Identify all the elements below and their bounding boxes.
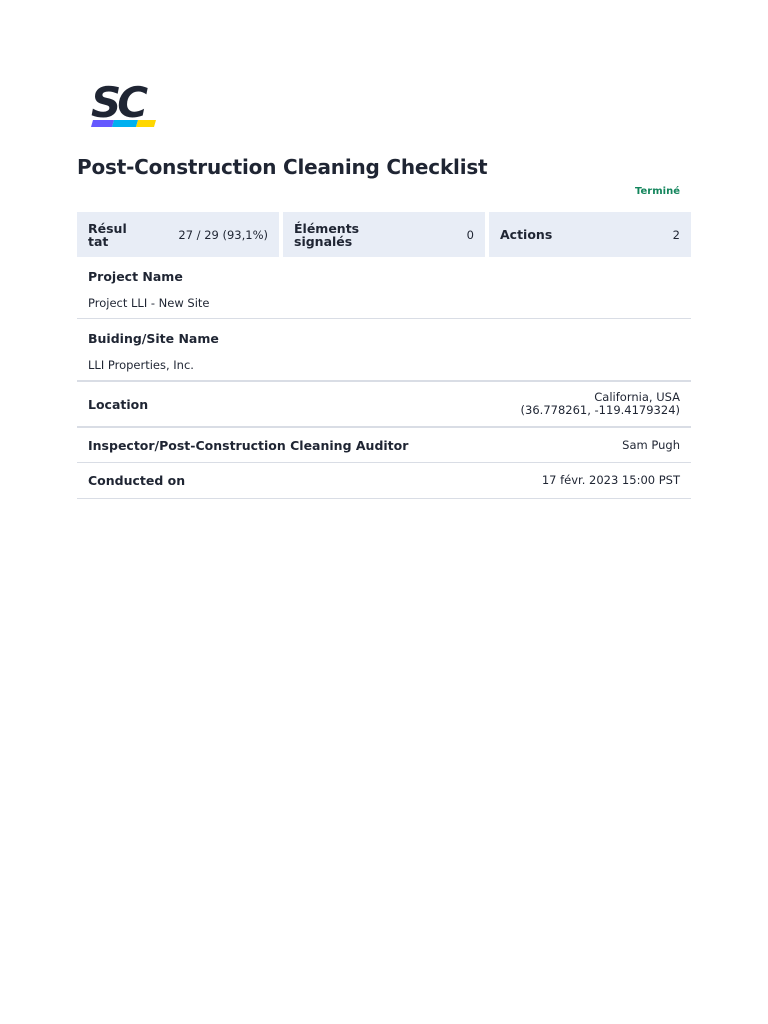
actions-value: 2 bbox=[672, 227, 680, 242]
project-name-row bbox=[77, 257, 691, 319]
flagged-cell bbox=[283, 212, 485, 257]
location-value bbox=[521, 391, 680, 417]
conducted-label: Conducted on bbox=[88, 473, 186, 488]
site-name-label: Buiding/Site Name bbox=[88, 331, 219, 346]
page-title: Post-Construction Cleaning Checklist bbox=[77, 155, 488, 179]
location-coordinates: (36.778261, -119.4179324) bbox=[520, 403, 680, 417]
location-label: Location bbox=[88, 396, 149, 412]
actions-label: Actions bbox=[500, 227, 553, 242]
inspector-row bbox=[77, 427, 691, 463]
summary-bar bbox=[77, 212, 691, 257]
project-name-label: Project Name bbox=[88, 269, 183, 284]
conducted-row bbox=[77, 463, 691, 499]
score-cell bbox=[77, 212, 279, 257]
details-list bbox=[77, 257, 691, 499]
score-value: 27 / 29 (93,1%) bbox=[178, 227, 268, 242]
logo-text: SC bbox=[91, 82, 145, 127]
safetyculture-logo bbox=[90, 82, 162, 134]
location-row bbox=[77, 381, 691, 427]
status-badge: Terminé bbox=[635, 186, 680, 197]
flagged-value: 0 bbox=[466, 227, 474, 242]
location-place: California, USA bbox=[594, 390, 680, 404]
actions-cell bbox=[489, 212, 691, 257]
site-name-value: LLI Properties, Inc. bbox=[88, 358, 194, 372]
inspector-value: Sam Pugh bbox=[622, 437, 680, 452]
score-label: Résultat bbox=[88, 220, 127, 249]
conducted-value: 17 févr. 2023 15:00 PST bbox=[541, 473, 680, 487]
flagged-label: Éléments signalés bbox=[294, 220, 360, 249]
inspector-label: Inspector/Post-Construction Cleaning Auditor bbox=[88, 437, 409, 453]
project-name-value: Project LLI - New Site bbox=[88, 296, 210, 310]
site-name-row bbox=[77, 319, 691, 381]
